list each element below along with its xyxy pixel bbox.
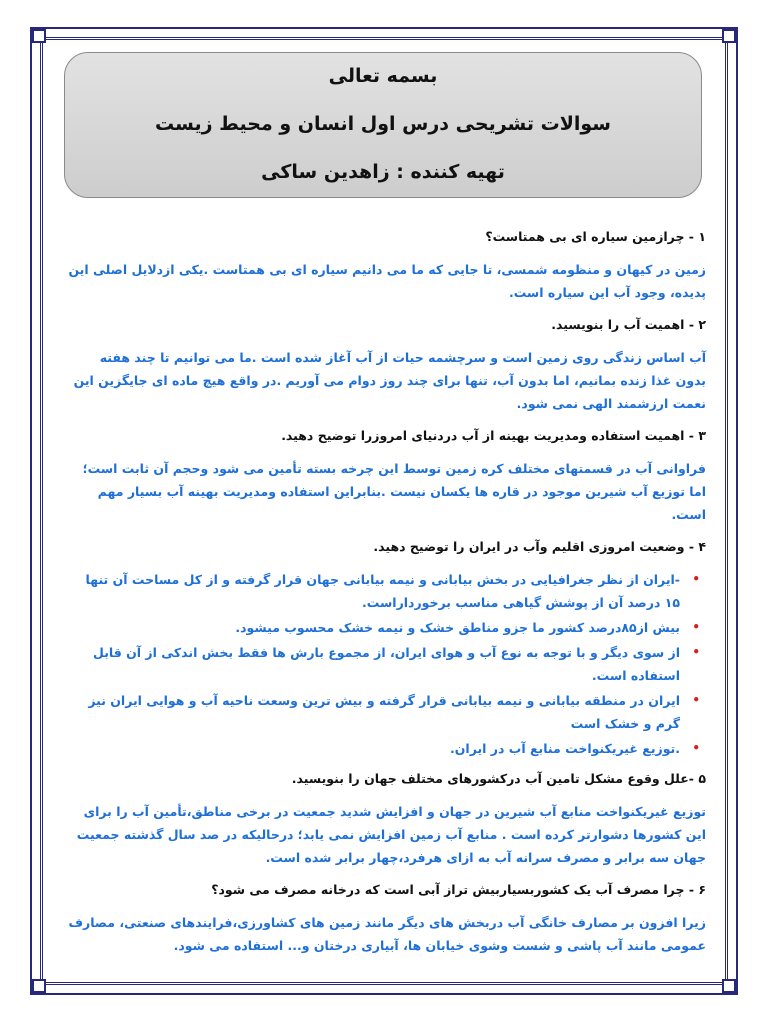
question-block — [66, 425, 706, 526]
answer-bullet — [66, 568, 700, 614]
bullet-text: بیش از۸۵درصد کشور ما جزو مناطق خشک و نیمه خشک محسوب میشود. — [235, 620, 680, 635]
border-corner-ornament — [722, 979, 736, 993]
bullet-dot-icon: • — [692, 693, 700, 707]
bullet-dot-icon: • — [692, 741, 700, 755]
question-text: ۲ - اهمیت آب را بنویسید. — [551, 317, 706, 332]
bullet-dot-icon: • — [692, 572, 700, 586]
answer-bullet — [66, 641, 700, 687]
answer-bullet — [66, 616, 700, 639]
question-block — [66, 536, 706, 760]
answer-text: آب اساس زندگی روی زمین است و سرچشمه حیات از آب آغاز شده است .ما می توانیم تا چند هفته بدون غذا زنده بمانیم، اما بدون آب، تنها برای چند روز دوام می آوریم .در واقع هیچ ماده ای جایگزین این نعمت ارزشمند الهی نمی شود. — [73, 350, 706, 411]
answer-text: زیرا افزون بر مصارف خانگی آب دربخش های دیگر مانند زمین های کشاورزی،فرایندهای صنعتی، مصارف عمومی مانند آب پاشی و شست وشوی خیابان ها، آبیاری درختان و... استفاده می شود. — [68, 915, 706, 953]
border-corner-ornament — [32, 979, 46, 993]
border-corner-ornament — [32, 29, 46, 43]
answer-text: فراوانی آب در قسمتهای مختلف کره زمین توسط این چرخه بسته تأمین می شود وحجم آن ثابت است؛ اما توزیع آب شیرین موجود در قاره ها یکسان نیست .بنابراین استفاده ومدیریت بهینه آب بسیار مهم است. — [82, 461, 706, 522]
question-text: ۵ -علل وقوع مشکل تامین آب درکشورهای مختلف جهان را بنویسید. — [291, 771, 706, 786]
author-line: تهیه کننده : زاهدین ساکی — [261, 161, 505, 183]
bullet-text: .توزیع غیریکنواخت منابع آب در ایران. — [450, 741, 680, 756]
answer-bullet — [66, 737, 700, 760]
title-box — [64, 52, 702, 198]
bullet-text: -ایران از نظر جغرافیایی در بخش بیابانی و نیمه بیابانی جهان قرار گرفته و از کل مساحت آن تنها ۱۵ درصد آن از پوشش گیاهی مناسب برخورداراست. — [85, 572, 680, 610]
question-text: ۱ - چرازمین سیاره ای بی همتاست؟ — [485, 229, 706, 244]
answer-text: زمین در کیهان و منظومه شمسی، تا جایی که ما می دانیم سیاره ای بی همتاست .یکی ازدلایل اصلی این پدیده، وجود آب این سیاره است. — [68, 262, 706, 300]
question-text: ۴ - وضعیت امروزی اقلیم وآب در ایران را توضیح دهید. — [373, 539, 706, 554]
question-block — [66, 879, 706, 957]
bullet-text: ایران در منطقه بیابانی و نیمه بیابانی قرار گرفته و بیش ترین وسعت ناحیه آب و هوایی ایران نیز گرم و خشک است — [88, 693, 680, 731]
bullet-dot-icon: • — [692, 645, 700, 659]
question-block — [66, 226, 706, 304]
question-text: ۶ - چرا مصرف آب یک کشوربسیاربیش تراز آبی است که درخانه مصرف می شود؟ — [211, 882, 706, 897]
question-block — [66, 314, 706, 415]
bullet-text: از سوی دیگر و با توجه به نوع آب و هوای ایران، از مجموع بارش ها فقط بخش اندکی از آن قابل استفاده است. — [93, 645, 680, 683]
header-basmala: بسمه تعالی — [328, 65, 438, 87]
answer-text: توزیع غیریکنواخت منابع آب شیرین در جهان و افزایش شدید جمعیت در برخی مناطق،تأمین آب را برای این کشورها دشوارتر کرده است . منابع آب زمین افزایش نمی یابد؛ درحالیکه در صد سال گذشته جمعیت جهان سه برابر و مصرف سرانه آب به ازای هرفرد،چهار برابر شده است. — [76, 804, 706, 865]
question-text: ۳ - اهمیت استفاده ومدیریت بهینه از آب دردنیای امروزرا توضیح دهید. — [281, 428, 706, 443]
bullet-dot-icon: • — [692, 620, 700, 634]
document-title: سوالات تشریحی درس اول انسان و محیط زیست — [155, 113, 611, 135]
answer-bullet-list — [66, 568, 706, 760]
question-block — [66, 768, 706, 869]
question-list — [66, 226, 706, 967]
border-corner-ornament — [722, 29, 736, 43]
answer-bullet — [66, 689, 700, 735]
